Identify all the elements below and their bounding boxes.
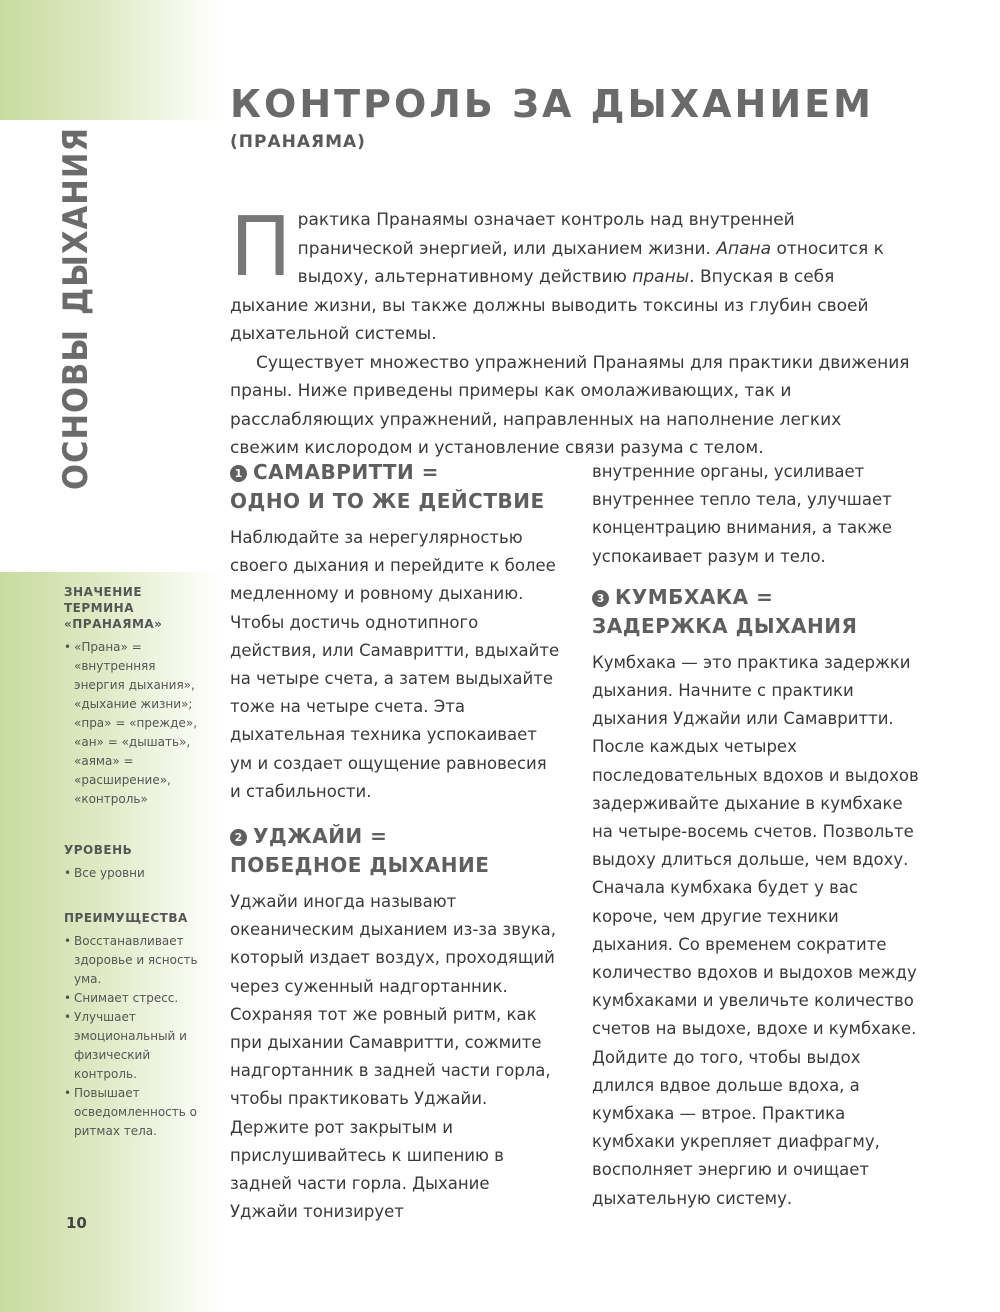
section-3-title-line-2: ЗАДЕРЖКА ДЫХАНИЯ bbox=[592, 613, 858, 638]
intro-paragraph-1 bbox=[230, 200, 910, 349]
right-column bbox=[592, 458, 924, 1213]
section-1-heading bbox=[230, 458, 562, 516]
benefit-item: • Восстанавливает здоровье и ясность ума. bbox=[64, 932, 204, 989]
page-title: КОНТРОЛЬ ЗА ДЫХАНИЕМ bbox=[230, 82, 874, 126]
benefit-item: • Улучшает эмоциональный и физический контроль. bbox=[64, 1008, 204, 1084]
benefits-list bbox=[64, 932, 204, 1141]
section-3-body: Кумбхака — это практика задержки дыхания. Начните с практики дыхания Уджайи или Самавритти. После каждых четырех последовательных вдохов и выдохов задерживайте дыхание в кумбхаке на четыре-восемь счетов. Позвольте выдоху длиться дольше, чем вдоху. Сначала кумбхака будет у вас короче, чем другие техники дыхания. Со временем сократите количество вдохов и выдохов между кумбхаками и увеличьте количество счетов на выдохе, вдохе и кумбхаке. Дойдите до того, чтобы выдох длился вдвое дольше вдоха, а кумбхака — втрое. Практика кумбхаки укрепляет диафрагму, восполняет энергию и очищает дыхательную систему. bbox=[592, 652, 919, 1208]
vertical-title-word-1: ОСНОВЫ bbox=[56, 328, 96, 490]
intro-term-prana: праны bbox=[632, 267, 690, 287]
benefits-heading: ПРЕИМУЩЕСТВА bbox=[64, 911, 188, 925]
intro-text-part: рактика Пранаямы означает контроль над внутренней пранической энергией, или дыханием жизни. bbox=[297, 210, 795, 259]
sidebar-title-panel bbox=[0, 120, 222, 572]
intro-paragraph-2: Существует множество упражнений Пранаямы для практики движения праны. Ниже приведены примеры как омолаживающих, так и расслабляющих упражнений, направленных на наполнение легких свежим кислородом и установление связи разума с телом. bbox=[230, 352, 910, 458]
page-subtitle: (ПРАНАЯМА) bbox=[230, 132, 366, 152]
section-2-heading bbox=[230, 822, 562, 880]
page-number: 10 bbox=[66, 1214, 87, 1232]
vertical-section-title bbox=[56, 126, 96, 490]
intro-text-part: . Впуская в себя дыхание жизни, вы также должны выводить токсины из глубин своей дыхательной системы. bbox=[230, 267, 869, 344]
section-1-title-line-2: ОДНО И ТО ЖЕ ДЕЙСТВИЕ bbox=[230, 489, 545, 513]
drop-cap: П bbox=[230, 200, 292, 295]
section-2-title-line-1: УДЖАЙИ = bbox=[253, 824, 388, 849]
vertical-title-word-2: ДЫХАНИЯ bbox=[56, 126, 96, 315]
section-1-title-line-1: САМАВРИТТИ = bbox=[253, 460, 439, 484]
level-block bbox=[64, 842, 204, 883]
section-number-badge: 1 bbox=[230, 465, 247, 482]
benefits-block bbox=[64, 910, 204, 1141]
meaning-heading: ЗНАЧЕНИЕ ТЕРМИНА «ПРАНАЯМА» bbox=[64, 585, 163, 631]
section-3-heading bbox=[592, 583, 924, 641]
section-1-body: Наблюдайте за нерегулярностью своего дыхания и перейдите к более медленному и ровному дыханию. Чтобы достичь однотипного действия, или Самавритти, вдыхайте на четыре счета, а затем выдыхайте тоже на четыре счета. Эта дыхательная техника успокаивает ум и создает ощущение равновесия и стабильности. bbox=[230, 528, 560, 801]
section-3-title-line-1: КУМБХАКА = bbox=[615, 584, 774, 609]
benefit-item: • Повышает осведомленность о ритмах тела. bbox=[64, 1084, 204, 1141]
left-column bbox=[230, 458, 562, 1226]
level-heading: УРОВЕНЬ bbox=[64, 843, 133, 857]
meaning-list bbox=[64, 638, 204, 809]
section-2-body: Уджайи иногда называют океаническим дыханием из-за звука, который издает воздух, проходящий через суженный надгортанник. Сохраняя тот же ровный ритм, как при дыхании Самавритти, сожмите надгортанник в задней части горла, чтобы практиковать Уджайи. Держите рот закрытым и прислушивайтесь к шипению в задней части горла. Дыхание Уджайи тонизирует bbox=[230, 892, 557, 1222]
level-item: • Все уровни bbox=[64, 864, 204, 883]
intro-text-part: относится к выдоху, альтернативному действию bbox=[297, 238, 884, 287]
section-2-title-line-2: ПОБЕДНОЕ ДЫХАНИЕ bbox=[230, 853, 490, 878]
meaning-block bbox=[64, 584, 204, 809]
benefit-item: • Снимает стресс. bbox=[64, 989, 204, 1008]
meaning-item: • «Прана» = «внутренняя энергия дыхания», «дыхание жизни»; «пра» = «прежде», «ан» = «дышать», «аяма» = «расширение», «контроль» bbox=[64, 638, 204, 809]
section-number-badge: 2 bbox=[230, 829, 247, 846]
section-number-badge: 3 bbox=[592, 590, 609, 607]
level-list bbox=[64, 864, 204, 883]
intro-term-apana: Апана bbox=[716, 238, 772, 259]
intro-text bbox=[230, 200, 910, 463]
section-2-body-continued: внутренние органы, усиливает внутреннее тепло тела, улучшает концентрацию внимания, а также успокаивает разум и тело. bbox=[592, 462, 893, 566]
